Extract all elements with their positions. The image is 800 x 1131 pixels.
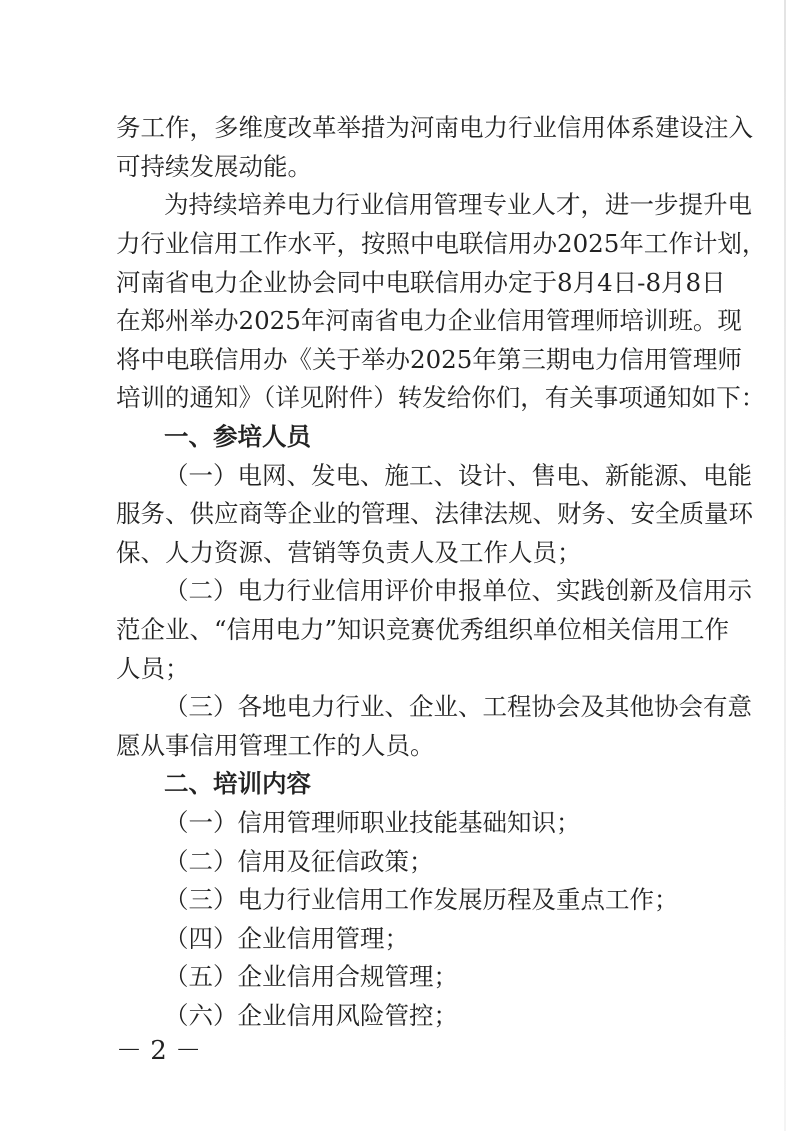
list-item-line: （三）各地电力行业、企业、工程协会及其他协会有意 xyxy=(164,692,752,721)
body-text-line: 可持续发展动能。 xyxy=(116,152,312,181)
scan-edge xyxy=(784,0,786,1131)
body-text-line: 在郑州举办2025年河南省电力企业信用管理师培训班。现 xyxy=(116,306,742,335)
list-item-line: 范企业、“信用电力”知识竞赛优秀组织单位相关信用工作 xyxy=(116,615,730,644)
section-heading: 一、参培人员 xyxy=(164,422,311,451)
list-item-line: 服务、供应商等企业的管理、法律法规、财务、安全质量环 xyxy=(116,499,753,528)
body-text-line: 为持续培养电力行业信用管理专业人才，进一步提升电 xyxy=(164,190,752,219)
body-text-line: 河南省电力企业协会同中电联信用办定于8月4日-8月8日 xyxy=(116,268,726,297)
page-number: － 2 － xyxy=(116,1036,202,1066)
list-item: （三）电力行业信用工作发展历程及重点工作； xyxy=(164,885,679,914)
body-text-line: 务工作，多维度改革举措为河南电力行业信用体系建设注入 xyxy=(116,113,753,142)
section-heading: 二、培训内容 xyxy=(164,769,311,798)
list-item-line: 人员； xyxy=(116,654,190,683)
list-item: （五）企业信用合规管理； xyxy=(164,962,458,991)
body-text-line: 力行业信用工作水平，按照中电联信用办2025年工作计划， xyxy=(116,229,767,258)
list-item-line: 愿从事信用管理工作的人员。 xyxy=(116,731,435,760)
list-item: （六）企业信用风险管控； xyxy=(164,1001,458,1030)
list-item: （一）信用管理师职业技能基础知识； xyxy=(164,808,581,837)
body-text-line: 培训的通知》（详见附件）转发给你们，有关事项通知如下： xyxy=(116,383,766,412)
list-item-line: （二）电力行业信用评价申报单位、实践创新及信用示 xyxy=(164,576,752,605)
list-item: （二）信用及征信政策； xyxy=(164,847,434,876)
list-item: （四）企业信用管理； xyxy=(164,924,409,953)
list-item-line: （一）电网、发电、施工、设计、售电、新能源、电能 xyxy=(164,461,752,490)
list-item-line: 保、人力资源、营销等负责人及工作人员； xyxy=(116,538,582,567)
body-text-line: 将中电联信用办《关于举办2025年第三期电力信用管理师 xyxy=(116,345,742,374)
